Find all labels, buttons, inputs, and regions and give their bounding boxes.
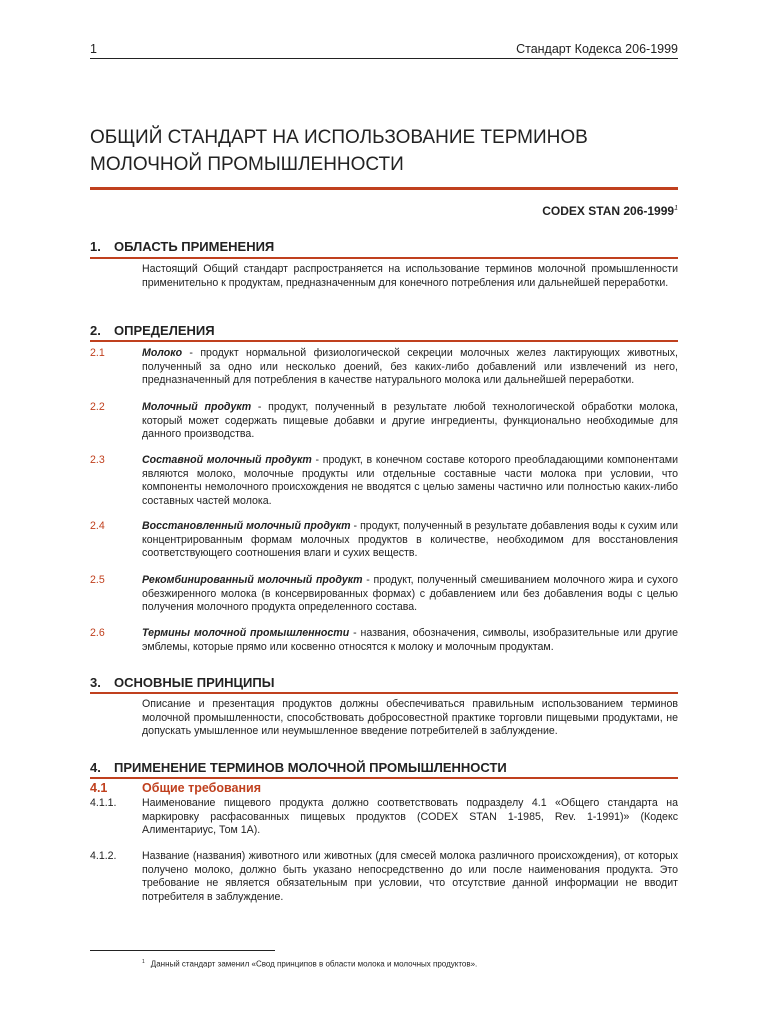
section-heading-3 (90, 675, 274, 690)
running-title: Стандарт Кодекса 206-1999 (516, 42, 678, 56)
footnote-mark: 1 (674, 205, 678, 212)
definition-term: Термины молочной промышленности (142, 627, 350, 639)
definition-term: Молоко (142, 347, 183, 359)
clause-text: Название (названия) животного или животных (для смесей молока различного происхождения), от которых получено молоко, должно быть указано непосредственно до или после наименования продукта. Это требование не является обязательным при условии, что отсутствие данной информации не вводит потребителя в заблуждение. (142, 850, 678, 903)
definition-term: Рекомбинированный молочный продукт (142, 574, 363, 586)
subsection-number: 4.1 (90, 781, 108, 795)
section-heading-1 (90, 239, 274, 254)
definition-number: 2.5 (90, 574, 105, 586)
section-number: 3. (90, 675, 101, 690)
codex-label: CODEX STAN 206-1999 (542, 204, 675, 218)
section-title: ОПРЕДЕЛЕНИЯ (114, 323, 215, 338)
definition-number: 2.3 (90, 454, 105, 466)
definition-item (142, 401, 678, 442)
section-1-text: Настоящий Общий стандарт распространяется на использование терминов молочной промышленности применительно к продуктам, предназначенным для конечного потребления или дальнейшей переработки. (142, 263, 678, 289)
page-number: 1 (90, 42, 97, 56)
definition-item (142, 347, 678, 388)
definition-number: 2.1 (90, 347, 105, 359)
footnote (142, 959, 477, 969)
definition-text: - названия, обозначения, символы, изобразительные или другие эмблемы, которые прямо или косвенно относятся к молоку и молочным продуктам. (142, 627, 678, 653)
page-header (90, 42, 678, 59)
document-title (90, 124, 588, 178)
section-number: 4. (90, 760, 101, 775)
footnote-divider (90, 950, 275, 951)
definition-text: - продукт, полученный в результате любой технологической обработки молока, который может содержать пищевые добавки и другие ингредиенты, функционально необходимые для данного производства. (142, 401, 679, 440)
definition-text: - продукт, в конечном составе которого преобладающими компонентами являются молоко, молочные продукты или отдельные составные части молока при условии, что компоненты немолочного происхождения не вводятся с целью замены частично или полностью каких-либо составных частей молока. (142, 454, 678, 507)
definition-text: - продукт, полученный смешиванием молочного жира и сухого обезжиренного молока (в консервированных формах) с добавлением или без добавления воды с целью получения молочного продукта определенного состава. (142, 574, 678, 613)
section-3-text: Описание и презентация продуктов должны обеспечиваться правильным использованием терминов молочной промышленности, способствовать добросовестной практике торговли пищевыми продуктами, не допускать умышленное или неумышленное введение потребителей в заблуждение. (142, 698, 678, 737)
definition-term: Составной молочный продукт (142, 454, 312, 466)
section-divider (90, 777, 678, 779)
clause-text: Наименование пищевого продукта должно соответствовать подразделу 4.1 «Общего стандарта на маркировку расфасованных пищевых продуктов (CODEX STAN 1-1985, Rev. 1-1991)» (Кодекс Алиментариус, Том 1А). (142, 797, 678, 836)
section-title: ПРИМЕНЕНИЕ ТЕРМИНОВ МОЛОЧНОЙ ПРОМЫШЛЕННОСТИ (114, 760, 507, 775)
section-divider (90, 340, 678, 342)
title-divider (90, 187, 678, 190)
subsection-title: Общие требования (142, 781, 262, 795)
footnote-text: Данный стандарт заменил «Свод принципов в области молока и молочных продуктов». (150, 959, 478, 969)
section-heading-2 (90, 323, 215, 338)
section-heading-4 (90, 760, 507, 775)
section-number: 1. (90, 239, 101, 254)
definition-term: Молочный продукт (142, 401, 252, 413)
definition-text: - продукт нормальной физиологической секреции молочных желез лактирующих животных, полученный за одно или несколько доений, без каких-либо добавлений или извлечений из него, предназначенный для потребления в качестве натурального молока или дальнейшей переработки. (142, 347, 678, 386)
clause-number: 4.1.1. (90, 797, 117, 809)
definition-item (142, 454, 678, 508)
codex-reference (542, 204, 678, 218)
section-number: 2. (90, 323, 101, 338)
section-title: ОСНОВНЫЕ ПРИНЦИПЫ (114, 675, 275, 690)
clause-number: 4.1.2. (90, 850, 117, 862)
definition-number: 2.4 (90, 520, 105, 532)
definition-item (142, 520, 678, 561)
section-divider (90, 257, 678, 259)
subsection-heading (90, 781, 261, 795)
definition-item (142, 574, 678, 615)
footnote-mark: 1 (142, 959, 145, 965)
section-title: ОБЛАСТЬ ПРИМЕНЕНИЯ (114, 239, 275, 254)
definition-term: Восстановленный молочный продукт (142, 520, 351, 532)
section-divider (90, 692, 678, 694)
definition-number: 2.6 (90, 627, 105, 639)
definition-item (142, 627, 678, 654)
title-line-2: МОЛОЧНОЙ ПРОМЫШЛЕННОСТИ (90, 154, 404, 175)
definition-number: 2.2 (90, 401, 105, 413)
title-line-1: ОБЩИЙ СТАНДАРТ НА ИСПОЛЬЗОВАНИЕ ТЕРМИНОВ (90, 127, 588, 148)
definition-text: - продукт, полученный в результате добавления воды к сухим или концентрированным формам молочных продуктов в количестве, необходимом для восстановления соответствующего соотношения влаги и сухих веществ. (142, 520, 678, 559)
